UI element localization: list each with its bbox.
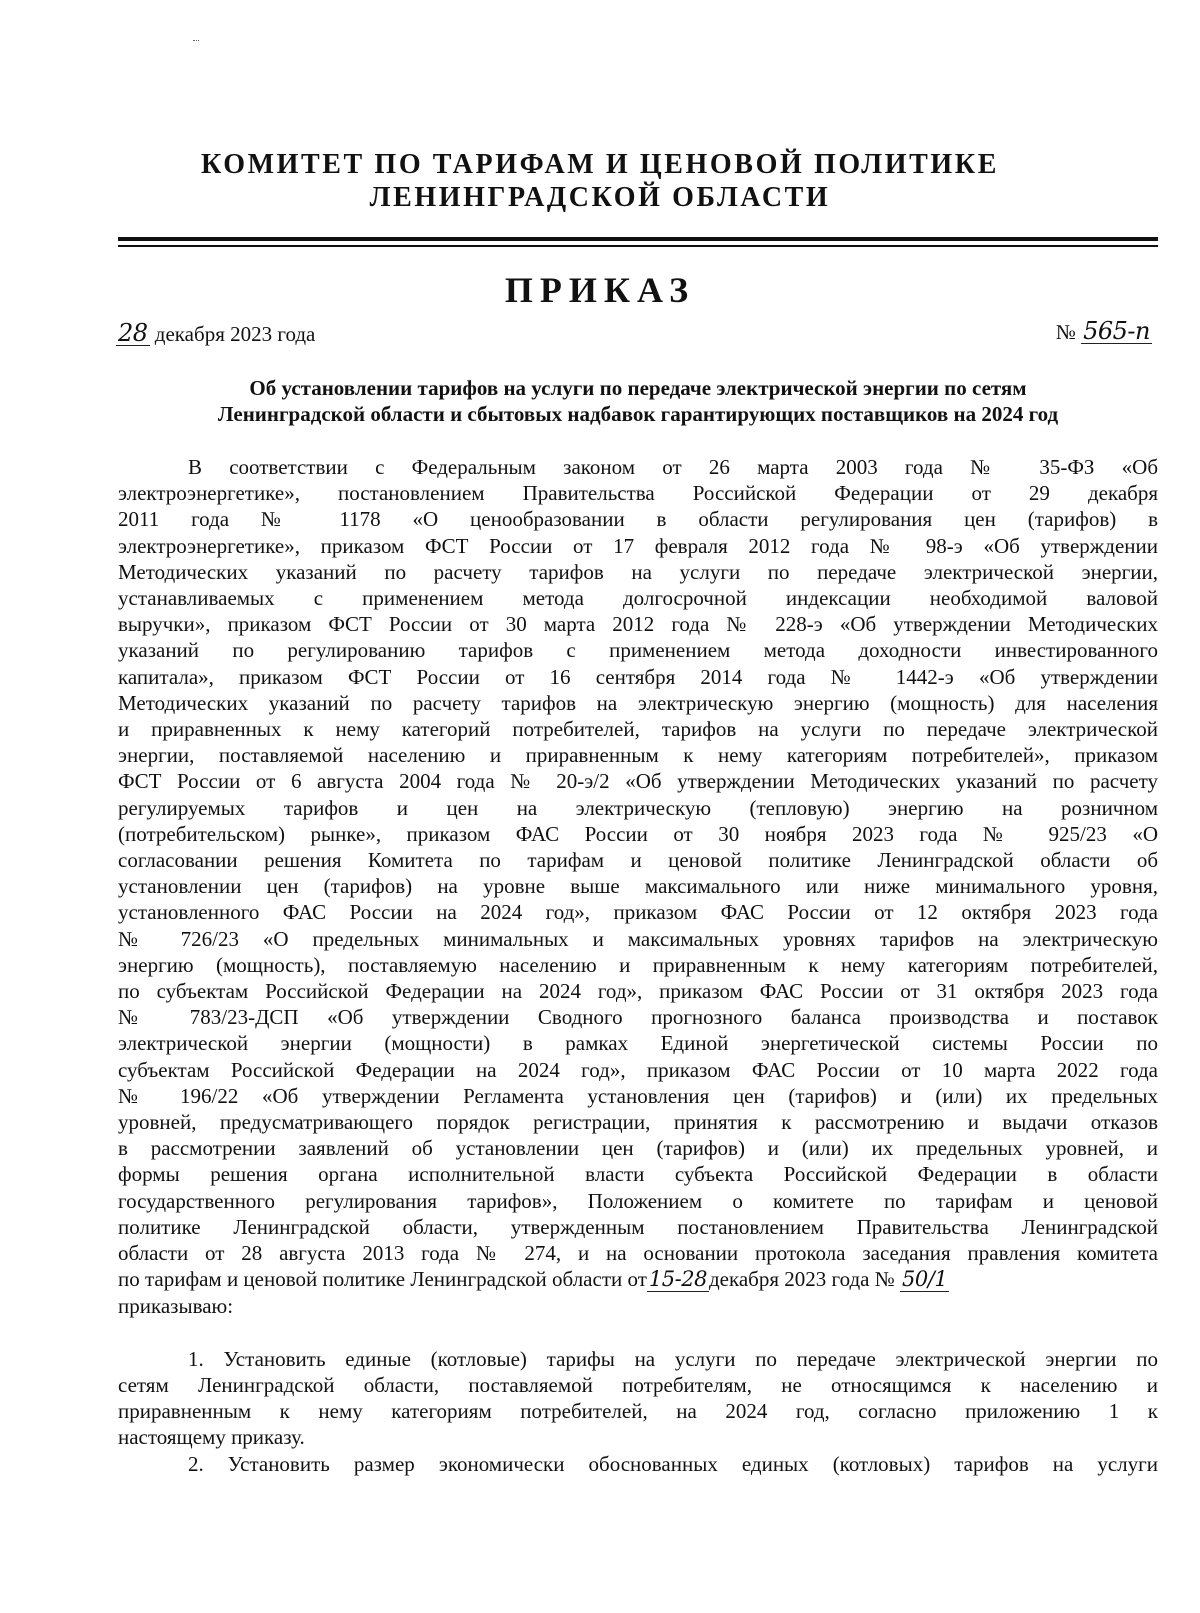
preamble-line: электроэнергетике», постановлением Правительства Российской Федерации от 29 декабря [118, 481, 1158, 506]
preamble-line: № 196/22 «Об утверждении Регламента установления цен (тарифов) и (или) их предельных [118, 1083, 1158, 1108]
preamble-line: (потребительском) рынке», приказом ФАС России от 30 ноября 2023 года № 925/23 «О [118, 821, 1158, 846]
preamble-line: в рассмотрении заявлений об установлении цен (тарифов) и (или) их предельных уровней, и [118, 1136, 1158, 1161]
preamble-line: Методических указаний по расчету тарифов на электрическую энергию (мощность) для населения [118, 690, 1158, 715]
preamble-line: уровней, предусматривающего порядок регистрации, принятия к рассмотрению и выдачи отказов [118, 1110, 1158, 1135]
order-item-2-line: 2. Установить размер экономически обоснованных единых (котловых) тарифов на услуги [188, 1451, 1158, 1476]
preamble-line: формы решения органа исполнительной власти субъекта Российской Федерации в области [118, 1162, 1158, 1187]
preamble-line: № 783/23-ДСП «Об утверждении Сводного прогнозного баланса производства и поставок [118, 1005, 1158, 1030]
subject-line-2: Ленинградской области и сбытовых надбавок гарантирующих поставщиков на 2024 год [217, 402, 1059, 426]
preamble-line: указаний по регулированию тарифов с применением метода доходности инвестированного [118, 638, 1158, 663]
header-rule-thin [118, 245, 1158, 247]
document-type-title: ПРИКАЗ [504, 270, 696, 310]
preamble-line: и приравненных к нему категорий потребителей, тарифов на услуги по передаче электрической [118, 717, 1158, 742]
preamble-line: В соответствии с Федеральным законом от 26 марта 2003 года № 35-ФЗ «Об [188, 455, 1158, 479]
preamble-line: электрической энергии (мощности) в рамках Единой энергетической системы России по [118, 1031, 1158, 1056]
order-item-1-line: 1. Установить единые (котловые) тарифы на услуги по передаче электрической энергии по [188, 1346, 1158, 1371]
preamble-line: регулируемых тарифов и цен на электрическую (тепловую) энергию на розничном [118, 795, 1158, 820]
preamble-line: энергию (мощность), поставляемую населению и приравненным к нему категориям потребителей, [118, 952, 1158, 977]
preamble-final-before: по тарифам и ценовой политике Ленинградской области от [118, 1267, 647, 1292]
document-number [1056, 318, 1152, 346]
preamble-line: № 726/23 «О предельных минимальных и максимальных уровнях тарифов на электрическую [118, 926, 1158, 951]
organization-line-1: КОМИТЕТ ПО ТАРИФАМ И ЦЕНОВОЙ ПОЛИТИКЕ [201, 149, 999, 180]
handwritten-protocol-number: 50/1 [902, 1267, 948, 1292]
header-rule-thick [118, 237, 1158, 241]
preamble-line: установлении цен (тарифов) на уровне выше максимального или ниже минимального уровня, [118, 874, 1158, 899]
order-item-1-line: сетям Ленинградской области, поставляемой потребителям, не относящимся к населению и [118, 1372, 1158, 1397]
handwritten-number: 565-п [1083, 317, 1150, 345]
preamble-line: государственного регулирования тарифов», Положением о комитете по тарифам и ценовой [118, 1188, 1158, 1213]
organization-line-2: ЛЕНИНГРАДСКОЙ ОБЛАСТИ [369, 182, 831, 213]
preamble-line: по субъектам Российской Федерации на 2024 год», приказом ФАС России от 31 октября 2023 года [118, 979, 1158, 1004]
preamble-final-line [118, 1266, 1158, 1292]
preamble-line: субъектам Российской Федерации на 2024 год», приказом ФАС России от 10 марта 2022 года [118, 1057, 1158, 1082]
preamble-line: области от 28 августа 2013 года № 274, и на основании протокола заседания правления комитета [118, 1241, 1158, 1266]
number-label: № [1055, 320, 1076, 344]
preamble-line: Методических указаний по расчету тарифов на услуги по передаче электрической энергии, [118, 559, 1158, 584]
preamble-line: выручки», приказом ФСТ России от 30 марта 2012 года № 228-э «Об утверждении Методических [118, 612, 1158, 637]
preamble-line: политике Ленинградской области, утвержденным постановлением Правительства Ленинградской [118, 1214, 1158, 1239]
handwritten-protocol-day: 15-28 [648, 1267, 707, 1292]
preamble-line: энергии, поставляемой населению и приравненным к нему категориям потребителей», приказом [118, 743, 1158, 768]
order-item-2 [118, 1451, 1158, 1477]
order-item-1-line: приравненным к нему категориям потребителей, на 2024 год, согласно приложению 1 к [118, 1399, 1158, 1424]
organization-header [0, 148, 1200, 214]
preamble-line: ФСТ России от 6 августа 2004 года № 20-э/2 «Об утверждении Методических указаний по расчету [118, 769, 1158, 794]
command-word: приказываю: [118, 1293, 234, 1318]
order-item-1 [118, 1346, 1158, 1451]
preamble-paragraph [118, 454, 1158, 1266]
preamble-line: устанавливаемых с применением метода долгосрочной индексации необходимой валовой [118, 586, 1158, 611]
document-date [116, 320, 315, 348]
preamble-line: согласовании решения Комитета по тарифам и ценовой политике Ленинградской области об [118, 848, 1158, 873]
document-subject [118, 375, 1158, 427]
handwritten-day: 28 [118, 319, 148, 347]
preamble-final-middle: декабря 2023 года № [708, 1267, 895, 1292]
subject-line-1: Об установлении тарифов на услуги по передаче электрической энергии по сетям [249, 376, 1027, 400]
paragraph-gap [118, 1319, 1158, 1346]
document-body [118, 454, 1158, 1477]
order-item-1-line: настоящему приказу. [118, 1425, 305, 1450]
preamble-line: капитала», приказом ФСТ России от 16 сентября 2014 года № 1442-э «Об утверждении [118, 664, 1158, 689]
preamble-line: электроэнергетике», приказом ФСТ России от 17 февраля 2012 года № 98-э «Об утверждении [118, 533, 1158, 558]
preamble-line: установленного ФАС России на 2024 год», приказом ФАС России от 12 октября 2023 года [118, 900, 1158, 925]
scan-speck [193, 40, 199, 45]
date-rest: декабря 2023 года [154, 322, 316, 346]
preamble-line: 2011 года № 1178 «О ценообразовании в области регулирования цен (тарифов) в [118, 507, 1158, 532]
